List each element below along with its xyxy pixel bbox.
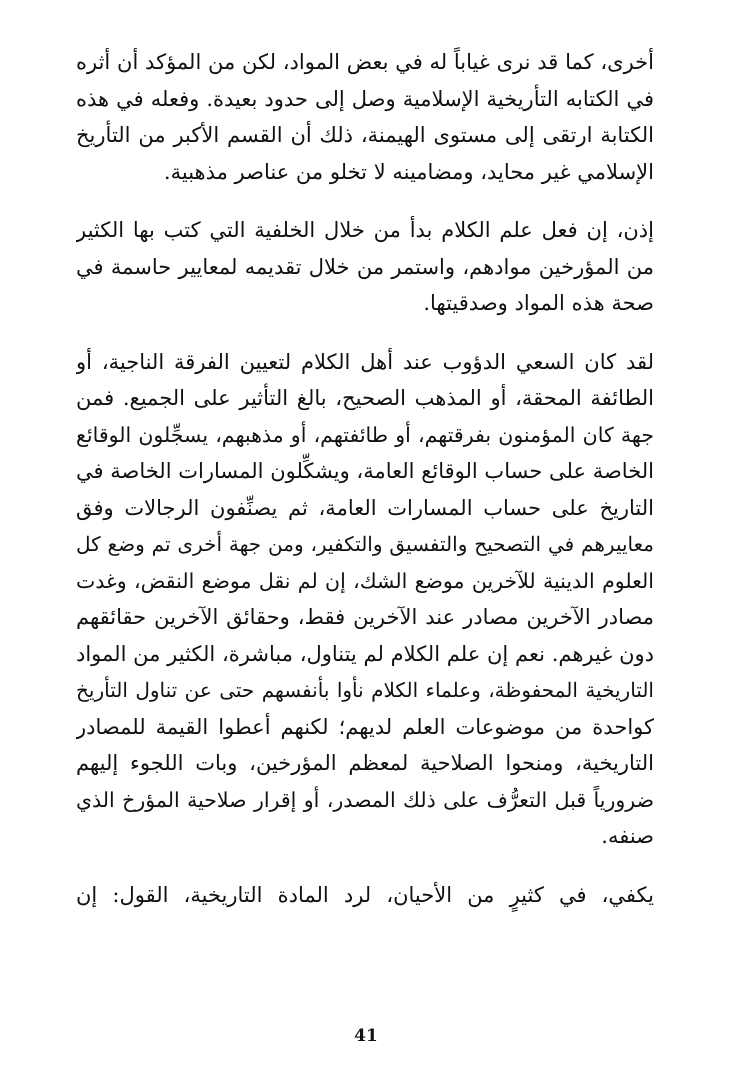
paragraph-1 [76, 44, 654, 190]
page-body [76, 44, 654, 913]
text-line: يكفي، في كثيرٍ من الأحيان، لرد المادة التاريخية، القول: إن [76, 882, 654, 907]
page-number: 41 [354, 1026, 378, 1046]
text-line: صحة هذه المواد وصدقيتها. [423, 291, 654, 315]
text-line: من المؤرخين موادهم، واستمر من خلال تقديمه لمعايير حاسمة في [76, 254, 654, 279]
text-line: الكتابة ارتقى إلى مستوى الهيمنة، ذلك أن القسم الأكبر من التأريخ [76, 123, 654, 147]
text-line: التاريخية، ومنحوا الصلاحية لمعظم المؤرخين، وبات اللجوء إليهم [76, 751, 654, 775]
text-line: العلوم الدينية للآخرين موضع الشك، إن لم نقل موضع النقض، وغدت [76, 568, 654, 593]
text-line: التاريخية المحفوظة، وعلماء الكلام نأوا بأنفسهم حتى عن تناول التأريخ [76, 678, 654, 702]
text-line: الخاصة على حساب الوقائع العامة، ويشكِّلون المسارات الخاصة في [76, 459, 654, 483]
paragraph-3 [76, 344, 654, 855]
text-line: دون غيرهم. نعم إن علم الكلام لم يتناول، مباشرة، الكثير من المواد [76, 641, 654, 666]
text-line: ضرورياً قبل التعرُّف على ذلك المصدر، أو إقرار صلاحية المؤرخ الذي [76, 787, 654, 812]
paragraph-2 [76, 212, 654, 322]
text-line: أخرى، كما قد نرى غياباً له في بعض المواد، لكن من المؤكد أن أثره [76, 50, 654, 74]
text-line: لقد كان السعي الدؤوب عند أهل الكلام لتعيين الفرقة الناجية، أو [76, 349, 654, 374]
text-line: التاريخ على حساب المسارات العامة، ثم يصنِّفون الرجالات وفق [76, 495, 654, 520]
text-line: إذن، إن فعل علم الكلام بدأ من خلال الخلفية التي كتب بها الكثير [76, 218, 654, 242]
text-line: جهة كان المؤمنون بفرقتهم، أو طائفتهم، أو مذهبهم، يسجِّلون الوقائع [76, 422, 654, 447]
text-line: معاييرهم في التصحيح والتفسيق والتكفير، ومن جهة أخرى تم وضع كل [76, 532, 654, 556]
paragraph-4 [76, 877, 654, 914]
text-line: في الكتابه التأريخية الإسلامية وصل إلى حدود بعيدة. وفعله في هذه [76, 86, 654, 111]
text-line: صنفه. [601, 824, 654, 848]
text-line: مصادر الآخرين مصادر عند الآخرين فقط، وحقائق الآخرين حقائقهم [76, 605, 654, 629]
text-line: الإسلامي غير محايد، ومضامينه لا تخلو من عناصر مذهبية. [163, 159, 654, 184]
text-line: الطائفة المحقة، أو المذهب الصحيح، بالغ التأثير على الجميع. فمن [76, 386, 654, 410]
text-line: كواحدة من موضوعات العلم لديهم؛ لكنهم أعطوا القيمة للمصادر [76, 714, 654, 739]
